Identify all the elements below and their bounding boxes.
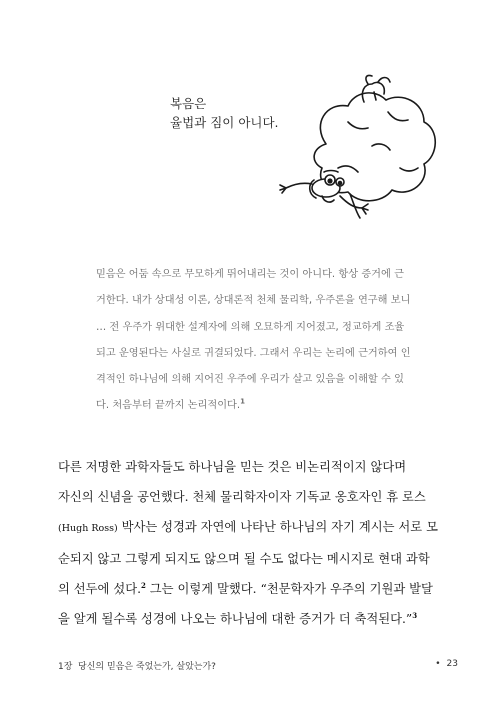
- quote-text: 다. 처음부터 끝까지 논리적이다.: [96, 400, 241, 412]
- footnote-marker-1: 1: [240, 398, 245, 407]
- page-number: [435, 659, 458, 669]
- quote-line: 믿음은 어둠 속으로 무모하게 뛰어내리는 것이 아니다. 항상 증거에 근: [96, 269, 404, 280]
- burdened-man-illustration: [268, 72, 448, 232]
- caption-line-1: 복음은: [170, 96, 207, 111]
- body-line: [58, 604, 458, 634]
- quote-line: 격적인 하나님에 의해 지어진 우주에 우리가 살고 있음을 이해할 수 있: [96, 374, 404, 386]
- illustration-caption: [170, 94, 280, 132]
- bullet-icon: •: [435, 659, 441, 669]
- page-footer: [58, 659, 458, 675]
- body-line: [58, 512, 458, 544]
- body-line: 자신의 신념을 공언했다. 천체 물리학자이자 기독교 옹호자인 휴 로스: [58, 490, 426, 504]
- caption-line-2: 율법과 짐이 아니다.: [170, 115, 279, 130]
- english-name: (Hugh Ross): [58, 523, 118, 534]
- quotation-block: [96, 262, 456, 420]
- quote-line: 되고 운영된다는 사실로 귀결되었다. 그래서 우리는 논리에 근거하여 인: [96, 347, 411, 359]
- body-text: 박사는 성경과 자연에 나타난 하나님의 자기 계시는 서로 모: [117, 520, 438, 534]
- quote-line-last: [96, 393, 456, 419]
- chapter-title: 당신의 믿음은 죽었는가, 살았는가?: [78, 662, 216, 672]
- chapter-label: 1장: [58, 662, 73, 672]
- quote-line: … 전 우주가 위대한 설계자에 의해 오묘하게 지어졌고, 정교하게 조율: [96, 321, 405, 333]
- body-text: 그는 이렇게 말했다. “천문학자가 우주의 기원과 발달: [145, 582, 433, 596]
- quote-line: 거한다. 내가 상대성 이론, 상대론적 천체 물리학, 우주론을 연구해 보니: [96, 295, 411, 307]
- body-line: 다른 저명한 과학자들도 하나님을 믿는 것은 비논리적이지 않다며: [58, 460, 407, 474]
- footnote-marker-2: 2: [141, 580, 146, 590]
- page-number-value: 23: [446, 659, 458, 669]
- body-text: 을 알게 될수록 성경에 나오는 하나님에 대한 증거가 더 축적된다.”: [58, 612, 413, 626]
- footnote-marker-3: 3: [412, 610, 418, 620]
- body-text: 의 선두에 섰다.: [58, 582, 141, 596]
- body-line: [58, 574, 458, 604]
- body-line: 순되지 않고 그렇게 되지도 않으며 될 수도 없다는 메시지로 현대 과학: [58, 552, 430, 566]
- body-paragraph: [58, 452, 458, 634]
